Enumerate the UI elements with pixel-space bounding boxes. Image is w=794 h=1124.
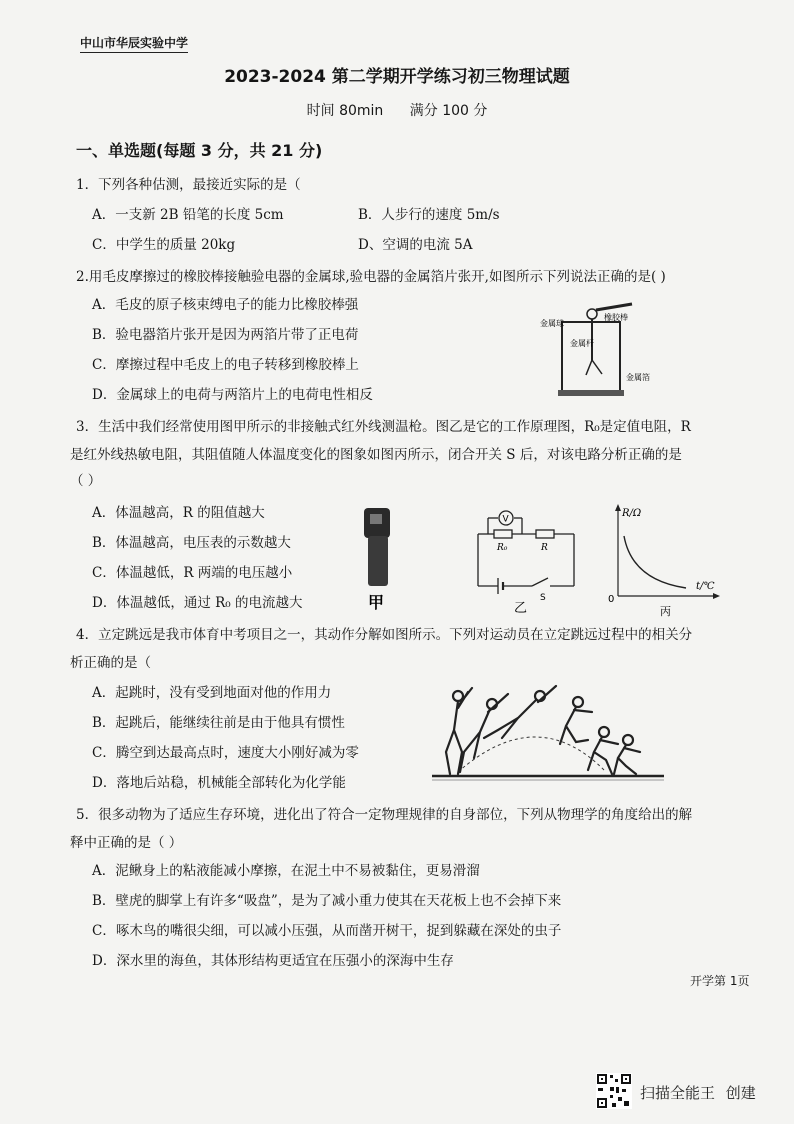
resistor-r (536, 530, 554, 538)
q1-option-a: A．一支新 2B 铅笔的长度 5cm (92, 207, 284, 223)
school-name: 中山市华辰实验中学 (80, 34, 188, 53)
circuit-diagram (470, 508, 582, 616)
q2-option-a: A．毛皮的原子核束缚电子的能力比橡胶棒强 (92, 297, 359, 313)
switch-label: S (540, 593, 546, 603)
q1-option-b: B．人步行的速度 5m/s (358, 207, 500, 223)
rubber-rod (596, 304, 632, 310)
label-metal-bar: 金属杆 (570, 339, 594, 348)
exam-title: 2023-2024 第二学期开学练习初三物理试题 (224, 67, 570, 87)
r-label: R (541, 543, 548, 553)
label-bing: 丙 (660, 605, 671, 618)
q4-stem-line1: 4．立定跳远是我市体育中考项目之一，其动作分解如图所示。下列对运动员在立定跳远过程中的相关分 (76, 627, 693, 643)
y-axis-label: R/Ω (622, 508, 642, 519)
q3-stem-line1: 3．生活中我们经常使用图甲所示的非接触式红外线测温枪。图乙是它的工作原理图，R₀是定值电阻，R (76, 419, 691, 435)
voltmeter-label: V (502, 514, 509, 525)
q5-option-b: B．壁虎的脚掌上有许多“吸盘”，是为了减小重力使其在天花板上也不会掉下来 (92, 893, 562, 909)
q5-stem-line2: 释中正确的是（ ） (70, 835, 183, 851)
thermometer-gun-figure (356, 504, 406, 614)
section-heading: 一、单选题(每题 3 分，共 21 分) (76, 141, 323, 160)
exam-score: 满分 100 分 (409, 103, 488, 119)
q5-stem-line1: 5．很多动物为了适应生存环境，进化出了符合一定物理规律的自身部位，下列从物理学的角度给出的解 (76, 807, 693, 823)
page-number: 开学第 1页 (690, 974, 750, 988)
q3-option-b: B．体温越高，电压表的示数越大 (92, 535, 291, 551)
r0-label: R₀ (497, 543, 508, 553)
q5-option-d: D．深水里的海鱼，其体形结构更适宜在压强小的深海中生存 (92, 953, 454, 969)
watermark-action: 创建 (725, 1084, 756, 1102)
long-jump-motion-diagram (428, 682, 668, 790)
exam-subtitle (0, 100, 794, 120)
label-metal-foil: 金属箔 (626, 373, 650, 382)
q2-option-c: C．摩擦过程中毛皮上的电子转移到橡胶棒上 (92, 357, 359, 373)
q1-option-d: D、空调的电流 5A (358, 237, 473, 253)
label-yi: 乙 (514, 601, 528, 616)
resistor-r0 (494, 530, 512, 538)
jump-trajectory (458, 737, 606, 772)
resistance-graph-figure (598, 502, 722, 620)
electroscope-figure (540, 300, 672, 400)
metal-foil-right (592, 360, 602, 374)
standing-long-jump-figure (428, 682, 668, 790)
metal-ball (587, 309, 597, 319)
resistance-curve (624, 536, 686, 588)
q4-option-b: B．起跳后，能继续往前是由于他具有惯性 (92, 715, 345, 731)
q3-stem-line3: （ ） (70, 473, 102, 489)
origin-label: 0 (608, 594, 615, 605)
q3-stem-line2: 是红外线热敏电阻，其阻值随人体温度变化的图象如图丙所示，闭合开关 S 后，对该电路分析正确的是 (70, 447, 682, 463)
q2-option-b: B．验电器箔片张开是因为两箔片带了正电荷 (92, 327, 359, 343)
metal-foil-left (586, 360, 592, 375)
q5-option-c: C．啄木鸟的嘴很尖细，可以减小压强，从而凿开树干，捉到躲藏在深处的虫子 (92, 923, 562, 939)
q1-option-c: C．中学生的质量 20kg (92, 237, 236, 253)
label-metal-ball: 金属球 (540, 319, 564, 328)
q4-option-c: C．腾空到达最高点时，速度大小刚好减为零 (92, 745, 359, 761)
q4-option-d: D．落地后站稳，机械能全部转化为化学能 (92, 775, 346, 791)
q2-option-d: D．金属球上的电荷与两箔片上的电荷电性相反 (92, 387, 373, 403)
q5-option-a: A．泥鳅身上的粘液能减小摩擦，在泥土中不易被黏住，更易滑溜 (92, 863, 480, 879)
q3-option-a: A．体温越高，R 的阻值越大 (92, 505, 265, 521)
q3-option-c: C．体温越低，R 两端的电压越小 (92, 565, 293, 581)
circuit-figure (470, 508, 582, 616)
label-jia: 甲 (368, 593, 385, 612)
resistance-temperature-graph (598, 502, 722, 620)
watermark-app: 扫描全能王 (640, 1084, 716, 1102)
exam-time: 时间 80min (306, 103, 384, 119)
x-axis-label: t/℃ (696, 581, 715, 592)
qr-code-icon (596, 1073, 632, 1109)
q4-stem-line2: 析正确的是（ (70, 655, 151, 671)
jumper-silhouettes (446, 686, 640, 774)
thermometer-gun-image (356, 504, 406, 614)
q1-stem: 1．下列各种估测，最接近实际的是（ (76, 177, 301, 193)
q2-stem: 2.用毛皮摩擦过的橡胶棒接触验电器的金属球,验电器的金属箔片张开,如图所示下列说法正确的是( ) (76, 269, 666, 285)
scanner-watermark (640, 1082, 756, 1103)
q4-option-a: A．起跳时，没有受到地面对他的作用力 (92, 685, 332, 701)
switch (532, 578, 548, 586)
q3-option-d: D．体温越低，通过 R₀ 的电流越大 (92, 595, 303, 611)
electroscope-diagram (540, 300, 672, 400)
label-rubber-rod: 橡胶棒 (604, 313, 628, 322)
